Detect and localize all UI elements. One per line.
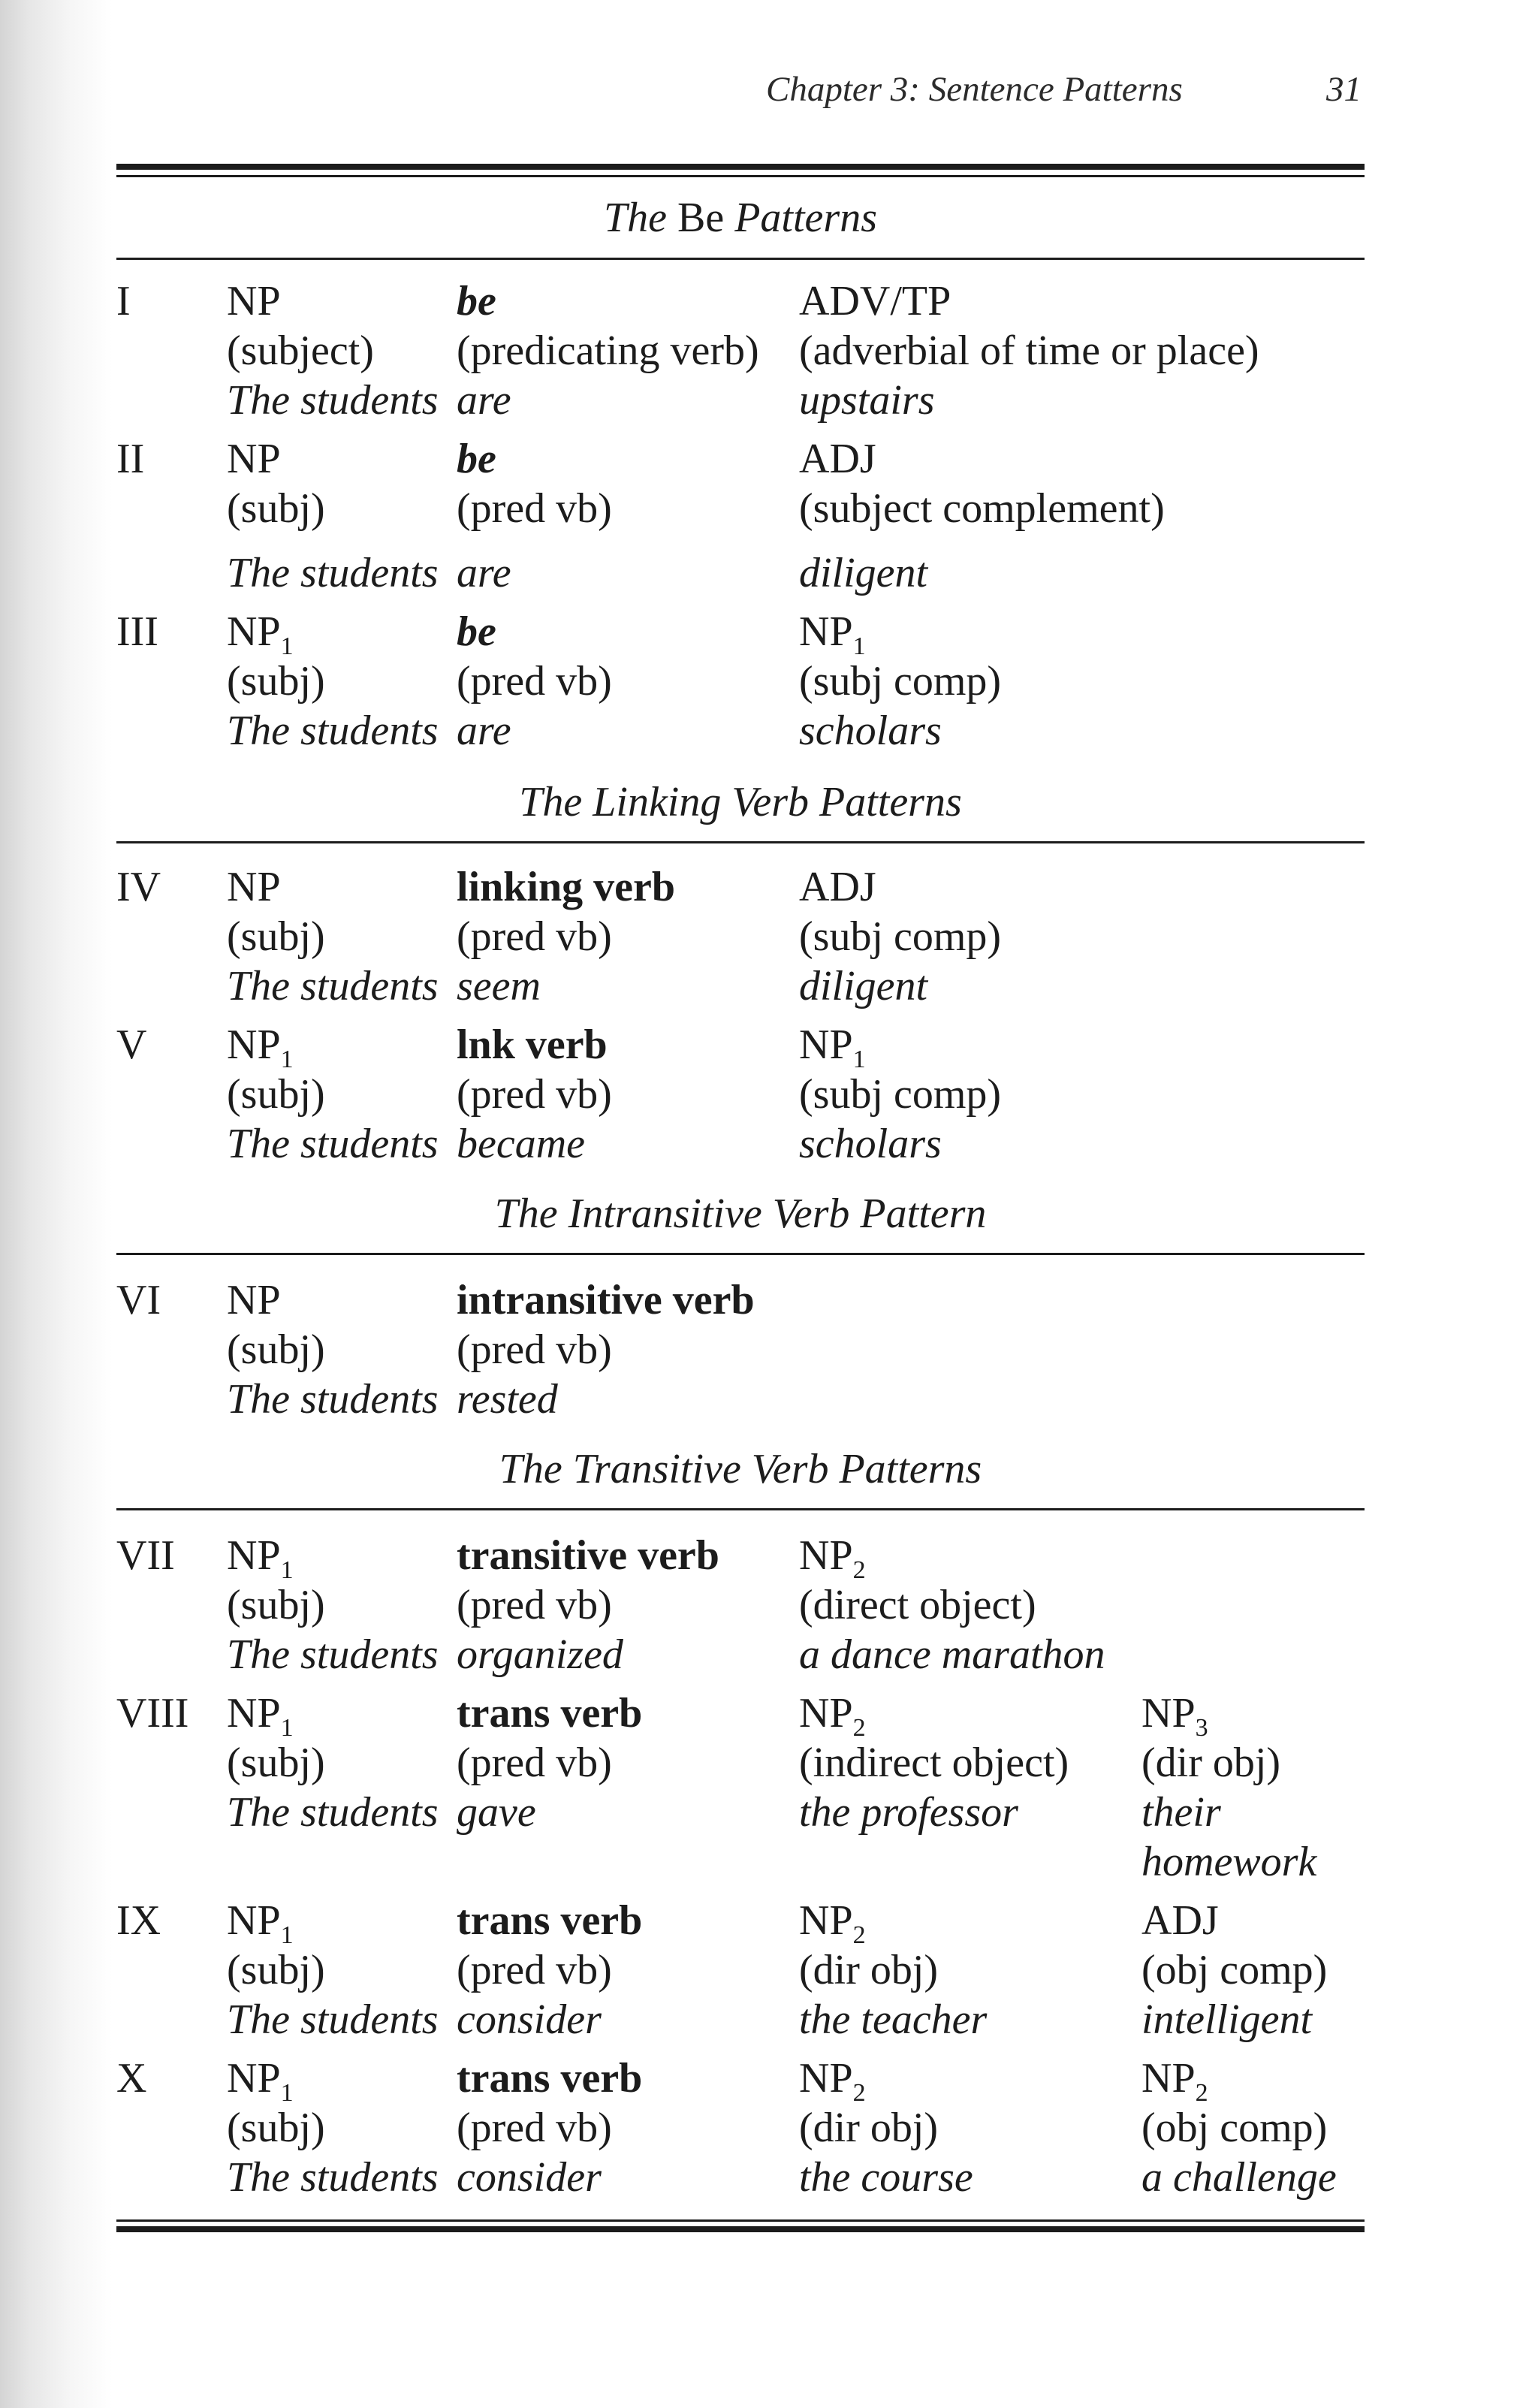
object-example: a dance marathon [799, 1631, 1105, 1678]
complement-label: (subj comp) [799, 913, 1002, 960]
second-object-example-continued: homework [1141, 1839, 1317, 1885]
complement-label: (subj comp) [799, 1071, 1002, 1118]
section-title-linking: The Linking Verb Patterns [519, 779, 962, 825]
verb-example: organized [457, 1631, 623, 1678]
verb-form: be [457, 278, 496, 324]
complement-form: ADJ [799, 436, 876, 482]
section-title-be-patterns: The Be Patterns [604, 195, 877, 241]
complement-example: scholars [799, 708, 942, 754]
pattern-row [0, 1275, 1538, 1435]
top-rule-thick [116, 164, 1365, 170]
section-rule-be [116, 258, 1365, 260]
complement-form: $NP_1$ [799, 1021, 866, 1073]
object-example: the course [799, 2154, 973, 2201]
bottom-rule-thin [116, 2219, 1365, 2222]
subject-label: (subj) [227, 1582, 325, 1628]
verb-form: trans verb [457, 1690, 643, 1737]
section-rule-transitive [116, 1508, 1365, 1510]
subject-example: The students [227, 550, 439, 596]
subject-form: $NP_1$ [227, 1532, 294, 1584]
page-number: 31 [1326, 70, 1362, 109]
second-object-form: $NP_3$ [1141, 1690, 1208, 1742]
object-label: (direct object) [799, 1582, 1036, 1628]
subject-example: The students [227, 1376, 439, 1423]
subject-example: The students [227, 377, 439, 424]
second-object-example: intelligent [1141, 1996, 1313, 2043]
pattern-row [0, 434, 1538, 596]
verb-example: consider [457, 2154, 602, 2201]
pattern-number: I [116, 278, 131, 324]
pattern-number: VI [116, 1277, 161, 1323]
verb-label: (pred vb) [457, 2105, 612, 2151]
complement-label: (subject complement) [799, 485, 1165, 532]
verb-label: (pred vb) [457, 1947, 612, 1993]
pattern-row [0, 862, 1538, 1021]
subject-form: $NP_1$ [227, 1897, 294, 1949]
pattern-number: VII [116, 1532, 175, 1579]
pattern-row [0, 607, 1538, 766]
pattern-row [0, 1688, 1538, 1897]
verb-form: be [457, 436, 496, 482]
object-example: the teacher [799, 1996, 988, 2043]
verb-form: lnk verb [457, 1021, 608, 1068]
verb-form: intransitive verb [457, 1277, 755, 1323]
subject-form: NP [227, 278, 281, 324]
subject-example: The students [227, 1996, 439, 2043]
subject-example: The students [227, 1789, 439, 1836]
subject-form: NP [227, 436, 281, 482]
verb-form: transitive verb [457, 1532, 719, 1579]
object-example: the professor [799, 1789, 1018, 1836]
second-object-label: (obj comp) [1141, 2105, 1328, 2151]
object-form: $NP_2$ [799, 1532, 866, 1584]
subject-example: The students [227, 1121, 439, 1167]
object-label: (dir obj) [799, 2105, 939, 2151]
complement-label: (adverbial of time or place) [799, 327, 1259, 374]
verb-example: seem [457, 963, 541, 1009]
verb-label: (pred vb) [457, 658, 612, 705]
pattern-number: II [116, 436, 145, 482]
object-label: (dir obj) [799, 1947, 939, 1993]
complement-example: diligent [799, 550, 928, 596]
pattern-number: IX [116, 1897, 161, 1944]
verb-form: trans verb [457, 1897, 643, 1944]
subject-label: (subj) [227, 913, 325, 960]
subject-label: (subj) [227, 1947, 325, 1993]
verb-label: (pred vb) [457, 1071, 612, 1118]
subject-example: The students [227, 963, 439, 1009]
verb-form: linking verb [457, 864, 675, 910]
subject-form: $NP_1$ [227, 608, 294, 660]
second-object-form: $NP_2$ [1141, 2055, 1208, 2107]
subject-label: (subj) [227, 1326, 325, 1373]
verb-example: are [457, 708, 511, 754]
verb-label: (predicating verb) [457, 327, 759, 374]
section-rule-intransitive [116, 1253, 1365, 1255]
subject-label: (subj) [227, 1740, 325, 1786]
verb-example: are [457, 550, 511, 596]
complement-form: ADJ [799, 864, 876, 910]
verb-label: (pred vb) [457, 913, 612, 960]
object-form: $NP_2$ [799, 1690, 866, 1742]
pattern-row [0, 1531, 1538, 1690]
subject-example: The students [227, 2154, 439, 2201]
subject-form: $NP_1$ [227, 1021, 294, 1073]
section-rule-linking [116, 841, 1365, 843]
section-title-transitive: The Transitive Verb Patterns [499, 1446, 982, 1492]
subject-label: (subject) [227, 327, 374, 374]
verb-label: (pred vb) [457, 485, 612, 532]
object-form: $NP_2$ [799, 2055, 866, 2107]
pattern-row [0, 2053, 1538, 2213]
second-object-label: (obj comp) [1141, 1947, 1328, 1993]
subject-label: (subj) [227, 1071, 325, 1118]
pattern-number: IV [116, 864, 161, 910]
running-head: Chapter 3: Sentence Patterns [766, 70, 1183, 109]
subject-form: NP [227, 1277, 281, 1323]
complement-form: $NP_1$ [799, 608, 866, 660]
object-form: $NP_2$ [799, 1897, 866, 1949]
subject-label: (subj) [227, 658, 325, 705]
subject-label: (subj) [227, 485, 325, 532]
verb-form: be [457, 608, 496, 655]
complement-example: upstairs [799, 377, 935, 424]
second-object-example: a challenge [1141, 2154, 1337, 2201]
pattern-row [0, 1896, 1538, 2055]
subject-form: NP [227, 864, 281, 910]
verb-label: (pred vb) [457, 1326, 612, 1373]
subject-example: The students [227, 1631, 439, 1678]
second-object-form: ADJ [1141, 1897, 1219, 1944]
top-rule-thin [116, 175, 1365, 177]
verb-example: became [457, 1121, 586, 1167]
complement-example: diligent [799, 963, 928, 1009]
pattern-row [0, 276, 1538, 436]
verb-example: consider [457, 1996, 602, 2043]
section-title-intransitive: The Intransitive Verb Pattern [494, 1190, 987, 1237]
subject-label: (subj) [227, 2105, 325, 2151]
verb-label: (pred vb) [457, 1740, 612, 1786]
complement-example: scholars [799, 1121, 942, 1167]
subject-example: The students [227, 708, 439, 754]
second-object-example: their [1141, 1789, 1221, 1836]
complement-form: ADV/TP [799, 278, 951, 324]
subject-form: $NP_1$ [227, 2055, 294, 2107]
pattern-number: X [116, 2055, 147, 2102]
pattern-number: VIII [116, 1690, 189, 1737]
second-object-label: (dir obj) [1141, 1740, 1281, 1786]
bottom-rule-thick [116, 2226, 1365, 2232]
verb-form: trans verb [457, 2055, 643, 2102]
pattern-number: V [116, 1021, 147, 1068]
verb-example: are [457, 377, 511, 424]
object-label: (indirect object) [799, 1740, 1069, 1786]
subject-form: $NP_1$ [227, 1690, 294, 1742]
pattern-number: III [116, 608, 158, 655]
verb-example: rested [457, 1376, 558, 1423]
pattern-row [0, 1020, 1538, 1179]
verb-example: gave [457, 1789, 536, 1836]
verb-label: (pred vb) [457, 1582, 612, 1628]
complement-label: (subj comp) [799, 658, 1002, 705]
